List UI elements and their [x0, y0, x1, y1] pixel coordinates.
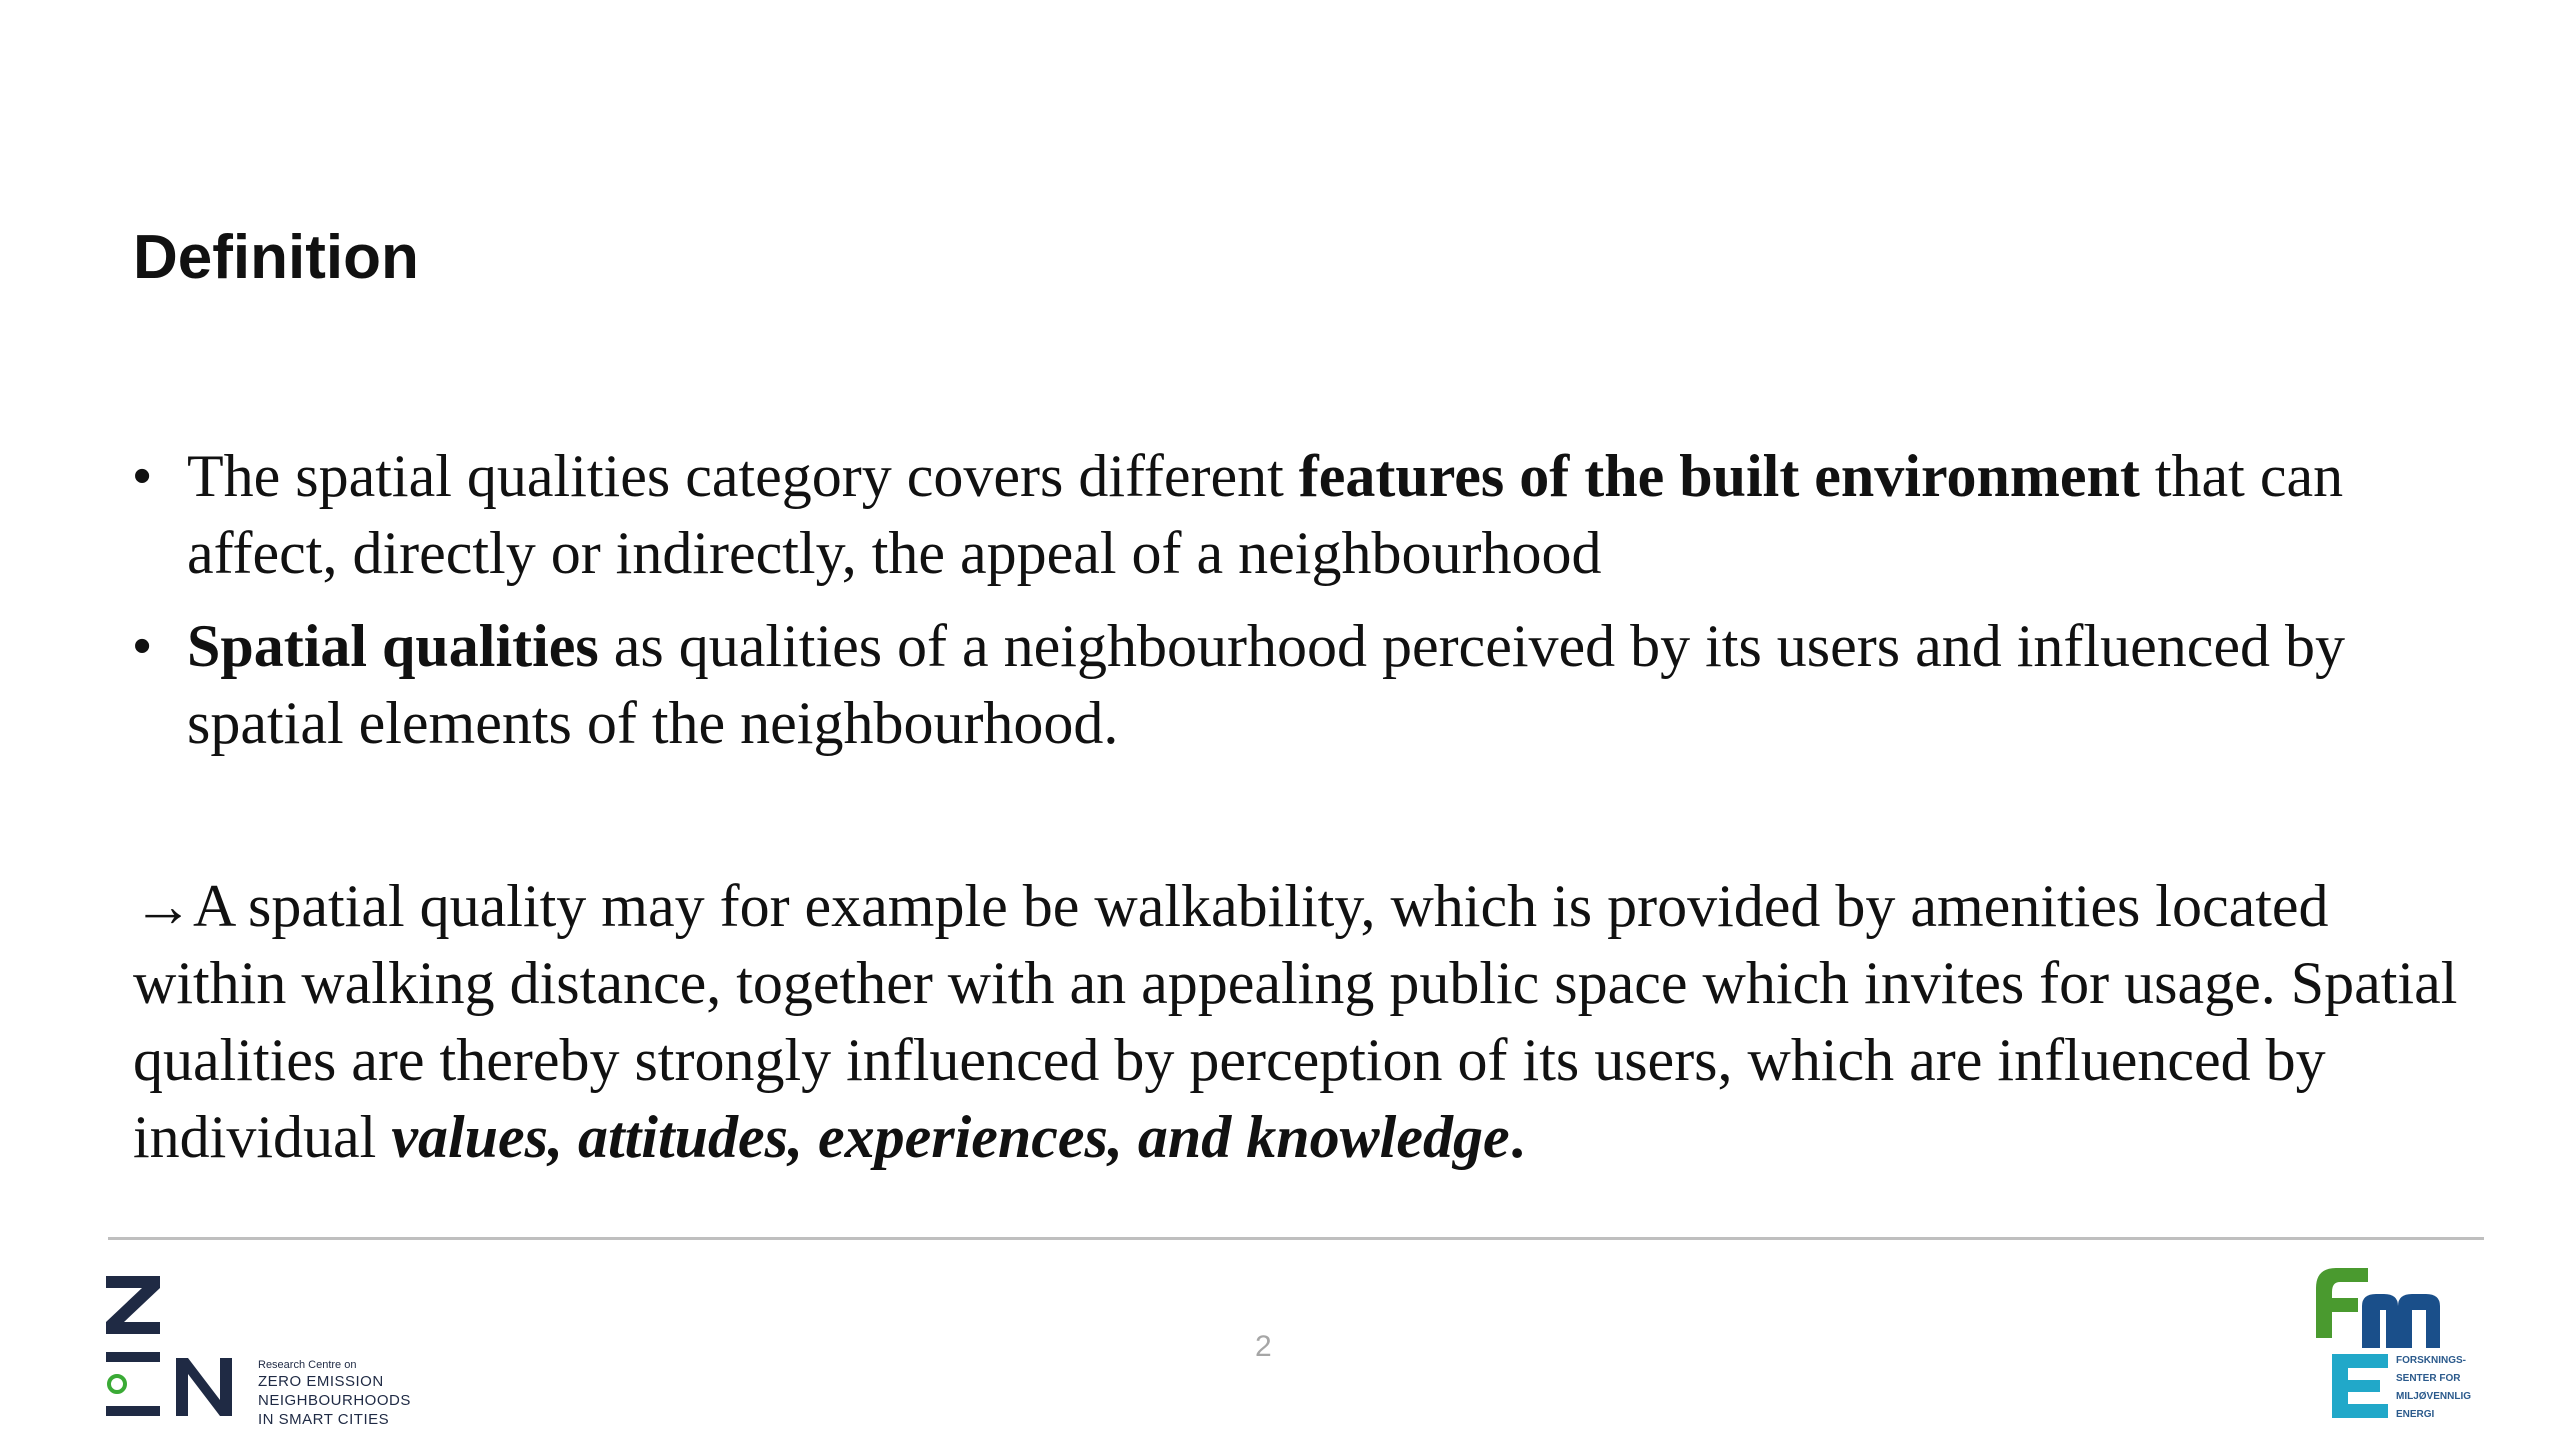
bullet-item	[133, 608, 2473, 762]
fme-logo-line: ENERGI	[2396, 1409, 2435, 1420]
page-number: 2	[1255, 1330, 1272, 1363]
bullet-list	[133, 438, 2473, 778]
zen-logo-line: ZERO EMISSION	[258, 1373, 384, 1390]
zen-logo-text	[258, 1358, 411, 1429]
bullet-text: The spatial qualities category covers different	[187, 443, 1299, 509]
zen-logo-line: IN SMART CITIES	[258, 1411, 390, 1428]
bullet-item	[133, 438, 2473, 592]
fme-logo-line: MILJØVENNLIG	[2396, 1391, 2472, 1402]
bullet-text: that can affect, directly or indirectly, the appeal of a neighbourhood	[187, 443, 2344, 586]
zen-logo-line: Research Centre on	[258, 1359, 357, 1371]
footer-divider	[108, 1237, 2484, 1240]
arrow-icon: →	[133, 873, 193, 939]
slide-title: Definition	[133, 223, 419, 292]
conclusion-emphasis: values, attitudes, experiences, and knowledge	[391, 1104, 1510, 1170]
bullet-bold-text: Spatial qualities	[187, 613, 599, 679]
zen-logo-line: NEIGHBOURHOODS	[258, 1392, 411, 1409]
conclusion-end: .	[1509, 1104, 1525, 1170]
bullet-glyph: •	[133, 617, 152, 675]
fme-logo-line: SENTER FOR	[2396, 1373, 2461, 1384]
conclusion-paragraph	[133, 868, 2493, 1176]
fme-logo-text	[2396, 1352, 2471, 1424]
bullet-text: as qualities of a neighbourhood perceived by its users and influenced by spatial elements of the neighbourhood.	[187, 613, 2345, 756]
conclusion-text: A spatial quality may for example be walkability, which is provided by amenities located within walking distance, together with an appealing public space which invites for usage. Spatial qualities are thereby strongly influenced by perception of its users, which are influenced by individual	[133, 873, 2458, 1170]
bullet-bold-text: features of the built environment	[1298, 443, 2140, 509]
fme-logo-line: FORSKNINGS-	[2396, 1355, 2466, 1366]
bullet-glyph: •	[133, 447, 152, 505]
